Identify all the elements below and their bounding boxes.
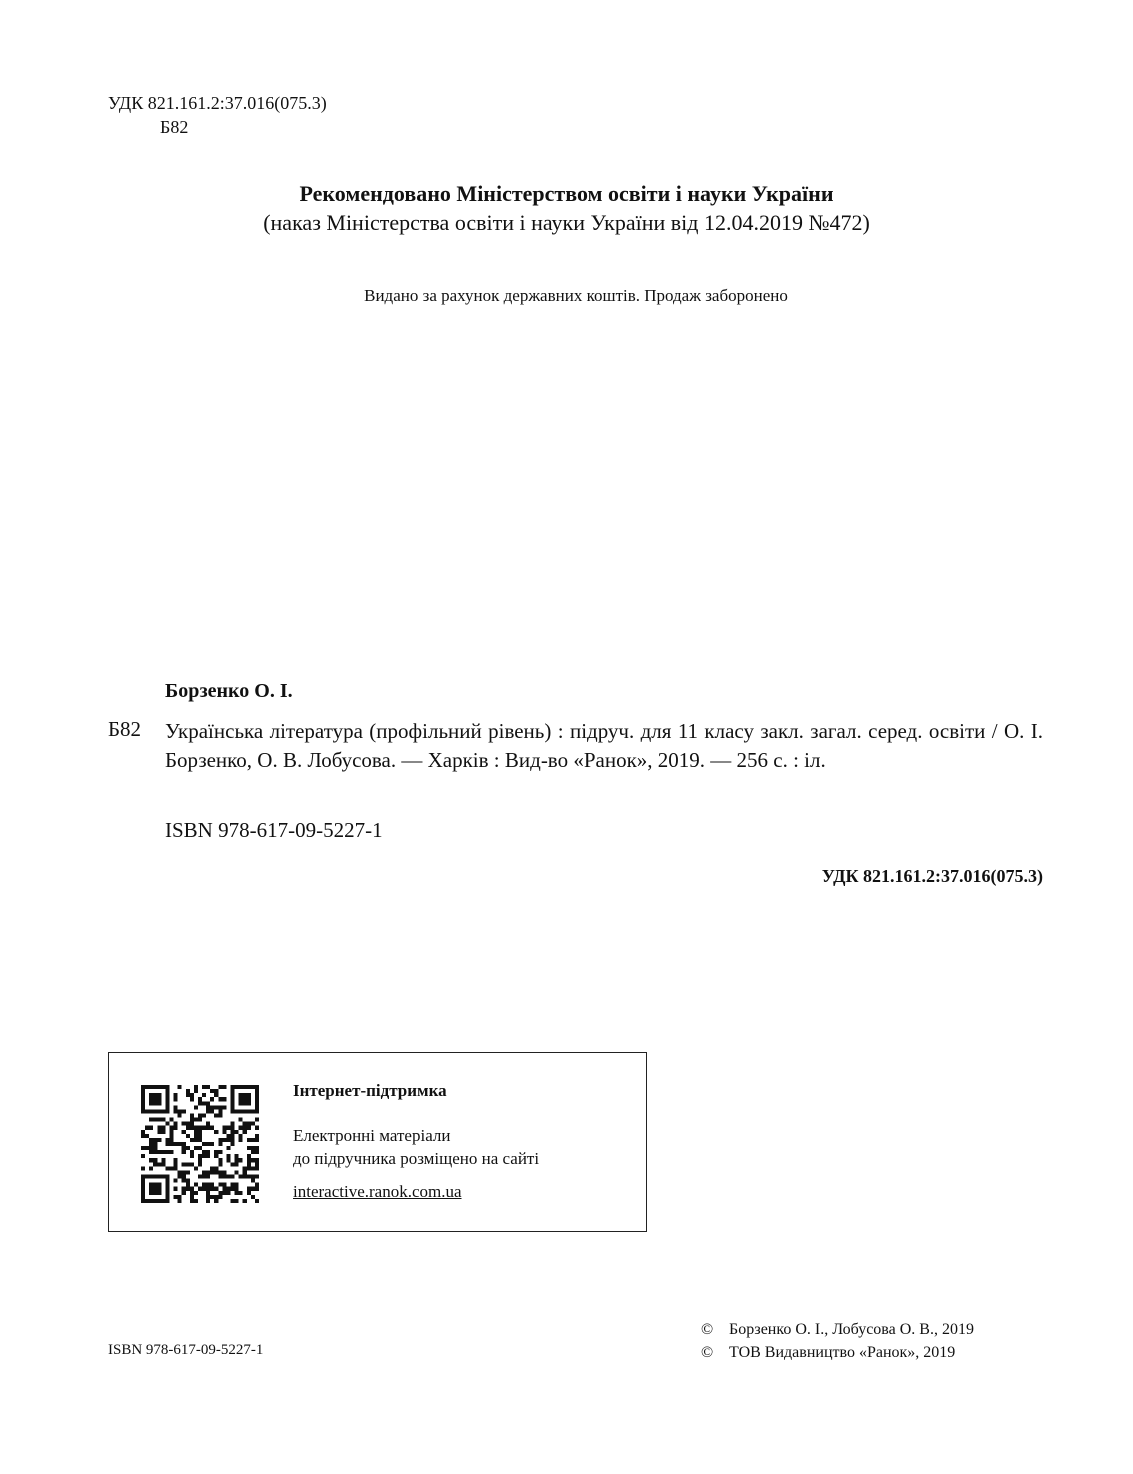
qr-code-icon[interactable]: [141, 1085, 259, 1203]
header-udk-block: [108, 91, 327, 139]
header-udk: УДК 821.161.2:37.016(075.3): [108, 93, 327, 113]
recommendation-block: [0, 179, 1133, 237]
copyright-text: ТОВ Видавництво «Ранок», 2019: [729, 1344, 956, 1361]
internet-support-box: [108, 1052, 647, 1232]
footer-isbn: ISBN 978-617-09-5227-1: [108, 1342, 264, 1358]
copyright-text: Борзенко О. І., Лобусова О. В., 2019: [729, 1321, 974, 1338]
catalog-code: Б82: [108, 717, 142, 741]
recommendation-order: (наказ Міністерства освіти і науки України від 12.04.2019 №472): [263, 210, 870, 235]
copyright-line: [701, 1318, 974, 1341]
internet-support-title: Інтернет-підтримка: [293, 1081, 447, 1100]
funding-note: Видано за рахунок державних коштів. Продаж заборонено: [364, 286, 788, 305]
catalog-description: Українська література (профільний рівень) : підруч. для 11 класу закл. загал. серед. освіти / О. І. Борзенко, О. В. Лобусова. — Харків : Вид-во «Ранок», 2019. — 256 с. : іл.: [165, 719, 1043, 772]
catalog-author: Борзенко О. І.: [165, 680, 293, 702]
copyright-symbol: ©: [701, 1344, 714, 1361]
internet-support-description: [293, 1124, 539, 1170]
recommendation-title: Рекомендовано Міністерством освіти і науки України: [299, 181, 834, 206]
copyright-line: [701, 1341, 974, 1364]
internet-support-description-line2: до підручника розміщено на сайті: [293, 1149, 540, 1168]
catalog-isbn: ISBN 978-617-09-5227-1: [165, 818, 383, 842]
internet-support-link[interactable]: interactive.ranok.com.ua: [293, 1182, 462, 1201]
internet-support-description-line1: Електронні матеріали: [293, 1126, 451, 1145]
header-code: Б82: [160, 117, 189, 137]
footer-copyright: [701, 1318, 974, 1364]
catalog-udk: УДК 821.161.2:37.016(075.3): [821, 866, 1043, 886]
copyright-symbol: ©: [701, 1321, 714, 1338]
